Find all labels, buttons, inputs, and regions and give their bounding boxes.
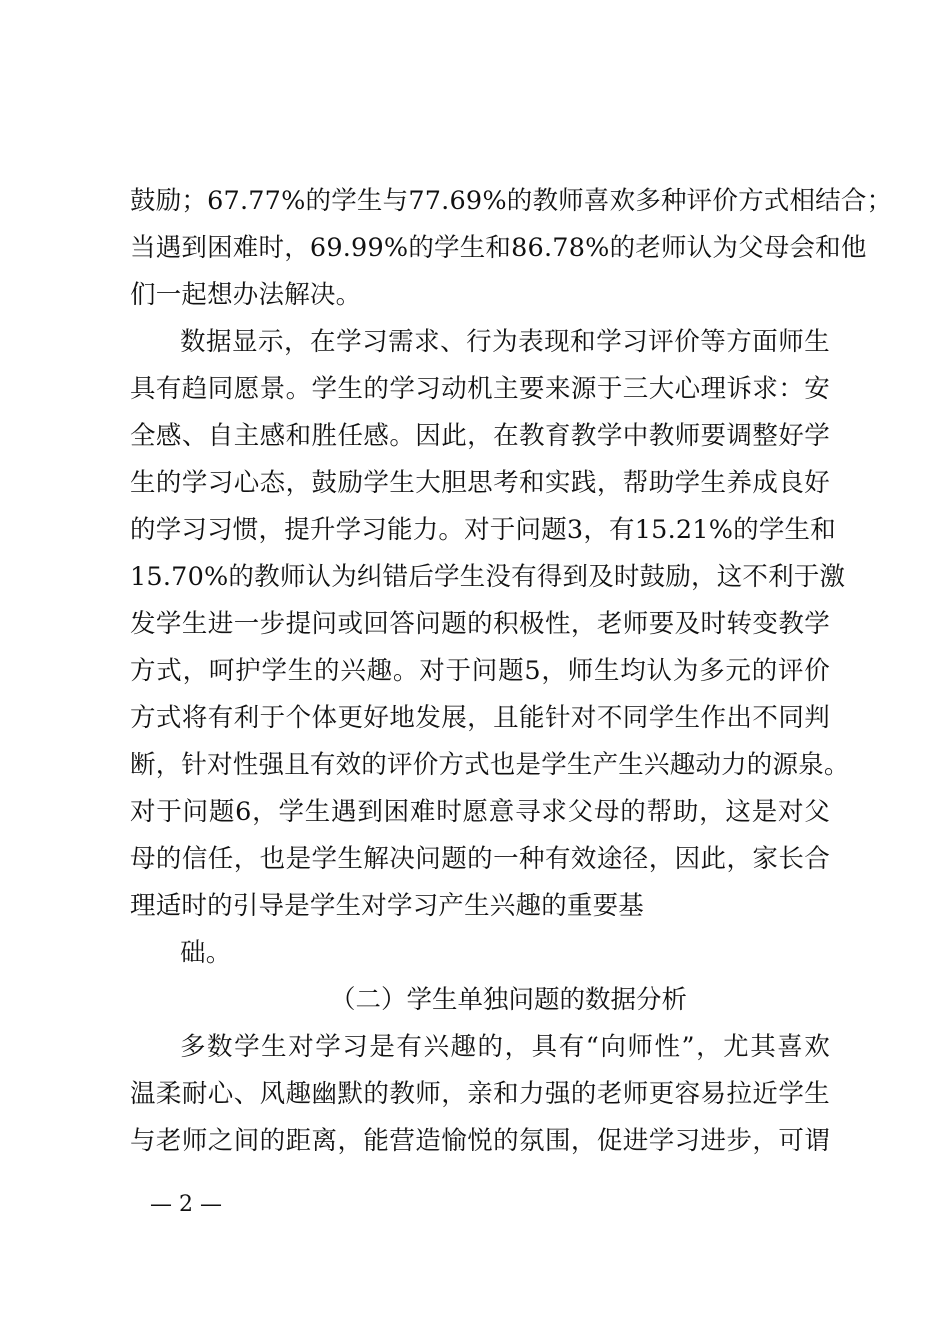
paragraph-line: 理适时的引导是学生对学习产生兴趣的重要基 bbox=[130, 891, 645, 921]
paragraph-line: 多数学生对学习是有兴趣的，具有“向师性”，尤其喜欢 bbox=[180, 1032, 830, 1062]
paragraph-line: 生的学习心态，鼓励学生大胆思考和实践，帮助学生养成良好 bbox=[130, 468, 830, 498]
paragraph-line: 础。 bbox=[180, 938, 232, 968]
paragraph-line: 15.70%的教师认为纠错后学生没有得到及时鼓励，这不利于激 bbox=[130, 562, 846, 592]
page-number: — 2 — bbox=[150, 1192, 222, 1217]
paragraph-line: 鼓励；67.77%的学生与77.69%的教师喜欢多种评价方式相结合； bbox=[130, 186, 893, 216]
paragraph-line: 母的信任，也是学生解决问题的一种有效途径，因此，家长合 bbox=[130, 844, 830, 874]
paragraph-line: 当遇到困难时，69.99%的学生和86.78%的老师认为父母会和他 bbox=[130, 233, 867, 263]
paragraph-line: 与老师之间的距离，能营造愉悦的氛围，促进学习进步，可谓 bbox=[130, 1126, 830, 1156]
paragraph-line: 断，针对性强且有效的评价方式也是学生产生兴趣动力的源泉。 bbox=[130, 750, 850, 780]
paragraph-line: 全感、自主感和胜任感。因此，在教育教学中教师要调整好学 bbox=[130, 421, 830, 451]
section-heading: （二）学生单独问题的数据分析 bbox=[330, 985, 688, 1015]
paragraph-line: 数据显示，在学习需求、行为表现和学习评价等方面师生 bbox=[180, 327, 830, 357]
paragraph-line: 发学生进一步提问或回答问题的积极性，老师要及时转变教学 bbox=[130, 609, 830, 639]
paragraph-line: 们一起想办法解决。 bbox=[130, 280, 362, 310]
paragraph-line: 的学习习惯，提升学习能力。对于问题3，有15.21%的学生和 bbox=[130, 515, 836, 545]
paragraph-line: 温柔耐心、风趣幽默的教师，亲和力强的老师更容易拉近学生 bbox=[130, 1079, 830, 1109]
paragraph-line: 方式将有利于个体更好地发展，且能针对不同学生作出不同判 bbox=[130, 703, 830, 733]
paragraph-line: 对于问题6，学生遇到困难时愿意寻求父母的帮助，这是对父 bbox=[130, 797, 830, 827]
paragraph-line: 具有趋同愿景。学生的学习动机主要来源于三大心理诉求：安 bbox=[130, 374, 830, 404]
paragraph-line: 方式，呵护学生的兴趣。对于问题5，师生均认为多元的评价 bbox=[130, 656, 830, 686]
